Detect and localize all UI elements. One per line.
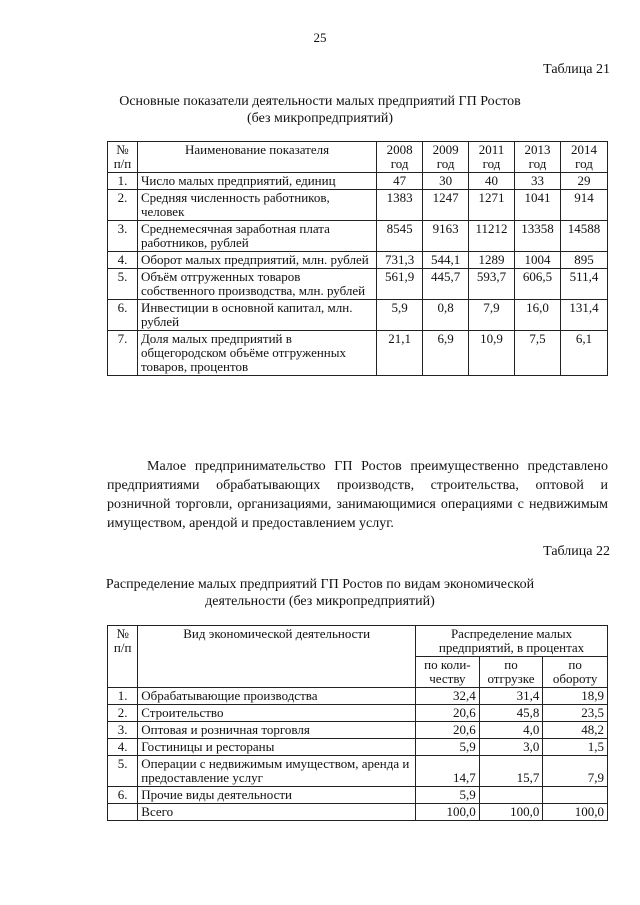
cell-value: 6,1: [560, 331, 607, 376]
cell-value: 7,5: [515, 331, 561, 376]
table-21-header-year: 2008 год: [377, 142, 423, 173]
cell-value: 100,0: [543, 804, 608, 821]
table-21-header-year: 2011 год: [469, 142, 515, 173]
table-21-title: [60, 93, 580, 127]
cell-value: 131,4: [560, 300, 607, 331]
cell-value: 20,6: [416, 722, 480, 739]
table-row: [108, 756, 608, 787]
cell-value: 445,7: [423, 269, 469, 300]
table-22-header-row: [108, 626, 608, 657]
indicator-name: Доля малых предприятий в общегородском объёме отгруженных товаров, процентов: [137, 331, 376, 376]
activity-name: Строительство: [138, 705, 416, 722]
cell-value: 47: [377, 173, 423, 190]
cell-value: 561,9: [377, 269, 423, 300]
cell-value: 14,7: [416, 756, 480, 787]
cell-value: 5,9: [416, 787, 480, 804]
table-row: [108, 269, 608, 300]
table-22-header-name: Вид экономической деятельности: [138, 626, 416, 688]
cell-value: 1289: [469, 252, 515, 269]
cell-value: 6,9: [423, 331, 469, 376]
table-21-title-line1: Основные показатели деятельности малых предприятий ГП Ростов: [119, 94, 521, 109]
table-21-header-year: 2009 год: [423, 142, 469, 173]
body-paragraph: [107, 457, 608, 533]
indicator-name: Оборот малых предприятий, млн. рублей: [137, 252, 376, 269]
cell-value: 8545: [377, 221, 423, 252]
cell-value: 731,3: [377, 252, 423, 269]
row-number: 5.: [108, 269, 138, 300]
table-22: [107, 625, 608, 821]
cell-value: 1383: [377, 190, 423, 221]
table-row: [108, 705, 608, 722]
row-number: 1.: [108, 173, 138, 190]
table-row: [108, 190, 608, 221]
cell-value: 1004: [515, 252, 561, 269]
cell-value: 100,0: [416, 804, 480, 821]
cell-value: 30: [423, 173, 469, 190]
cell-value: 895: [560, 252, 607, 269]
cell-value: 7,9: [543, 756, 608, 787]
cell-value: 9163: [423, 221, 469, 252]
table-21-header-year: 2014 год: [560, 142, 607, 173]
cell-value: 23,5: [543, 705, 608, 722]
cell-value: 32,4: [416, 688, 480, 705]
cell-value: 544,1: [423, 252, 469, 269]
cell-value: 7,9: [469, 300, 515, 331]
cell-value: 3,0: [479, 739, 543, 756]
row-number: 4.: [108, 739, 138, 756]
table-22-title-line1: Распределение малых предприятий ГП Ростов по видам экономической: [105, 577, 535, 592]
cell-value: 914: [560, 190, 607, 221]
cell-value: 606,5: [515, 269, 561, 300]
row-number: 7.: [108, 331, 138, 376]
cell-value: [543, 787, 608, 804]
cell-value: 5,9: [416, 739, 480, 756]
cell-value: 31,4: [479, 688, 543, 705]
cell-value: 5,9: [377, 300, 423, 331]
indicator-name: Средняя численность работников, человек: [137, 190, 376, 221]
table-22-title-line2: деятельности (без микропредприятий): [205, 594, 435, 609]
cell-value: 511,4: [560, 269, 607, 300]
row-number: 5.: [108, 756, 138, 787]
indicator-name: Объём отгруженных товаров собственного производства, млн. рублей: [137, 269, 376, 300]
table-22-header-group: Распределение малых предприятий, в процентах: [416, 626, 608, 657]
table-21-header-year: 2013 год: [515, 142, 561, 173]
table-row: [108, 804, 608, 821]
table-22-subheader: по отгрузке: [479, 657, 543, 688]
table-row: [108, 173, 608, 190]
table-22-subheader: по обороту: [543, 657, 608, 688]
table-row: [108, 688, 608, 705]
row-number: 2.: [108, 190, 138, 221]
cell-value: 1247: [423, 190, 469, 221]
indicator-name: Число малых предприятий, единиц: [137, 173, 376, 190]
row-number: 2.: [108, 705, 138, 722]
paragraph-text: Малое предпринимательство ГП Ростов преимущественно представлено предприятиями обрабатывающих производств, строительства, оптовой и розничной торговли, организациями, занимающимися операциями с недвижимым имуществом, арендой и предоставлением услуг.: [107, 459, 608, 531]
row-number: 6.: [108, 787, 138, 804]
cell-value: 21,1: [377, 331, 423, 376]
table-21-header-num: № п/п: [108, 142, 138, 173]
cell-value: 4,0: [479, 722, 543, 739]
table-row: [108, 739, 608, 756]
cell-value: 33: [515, 173, 561, 190]
table-21-header-row: [108, 142, 608, 173]
cell-value: 10,9: [469, 331, 515, 376]
cell-value: 1041: [515, 190, 561, 221]
row-number: [108, 804, 138, 821]
cell-value: 13358: [515, 221, 561, 252]
activity-name: Оптовая и розничная торговля: [138, 722, 416, 739]
cell-value: 14588: [560, 221, 607, 252]
table-row: [108, 221, 608, 252]
row-number: 4.: [108, 252, 138, 269]
cell-value: 29: [560, 173, 607, 190]
cell-value: 45,8: [479, 705, 543, 722]
activity-name: Обрабатывающие производства: [138, 688, 416, 705]
page-number: 25: [313, 30, 327, 45]
cell-value: 18,9: [543, 688, 608, 705]
row-number: 3.: [108, 722, 138, 739]
activity-name: Операции с недвижимым имуществом, аренда и предоставление услуг: [138, 756, 416, 787]
table-22-caption: Таблица 22: [543, 544, 610, 559]
cell-value: 100,0: [479, 804, 543, 821]
cell-value: 1271: [469, 190, 515, 221]
table-21-caption: Таблица 21: [543, 62, 610, 77]
indicator-name: Среднемесячная заработная плата работников, рублей: [137, 221, 376, 252]
table-21-header-name: Наименование показателя: [137, 142, 376, 173]
table-row: [108, 252, 608, 269]
row-number: 6.: [108, 300, 138, 331]
cell-value: 20,6: [416, 705, 480, 722]
cell-value: 593,7: [469, 269, 515, 300]
row-number: 1.: [108, 688, 138, 705]
table-row: [108, 722, 608, 739]
table-22-title: [60, 576, 580, 610]
cell-value: 0,8: [423, 300, 469, 331]
activity-name: Прочие виды деятельности: [138, 787, 416, 804]
indicator-name: Инвестиции в основной капитал, млн. рублей: [137, 300, 376, 331]
activity-name: Гостиницы и рестораны: [138, 739, 416, 756]
table-22-header-num: № п/п: [108, 626, 138, 688]
table-21: [107, 141, 608, 376]
cell-value: 48,2: [543, 722, 608, 739]
cell-value: [479, 787, 543, 804]
table-row: [108, 787, 608, 804]
table-row: [108, 331, 608, 376]
cell-value: 11212: [469, 221, 515, 252]
cell-value: 16,0: [515, 300, 561, 331]
activity-name: Всего: [138, 804, 416, 821]
cell-value: 40: [469, 173, 515, 190]
cell-value: 15,7: [479, 756, 543, 787]
table-row: [108, 300, 608, 331]
row-number: 3.: [108, 221, 138, 252]
table-21-title-line2: (без микропредприятий): [246, 111, 393, 126]
cell-value: 1,5: [543, 739, 608, 756]
table-22-subheader: по коли-честву: [416, 657, 480, 688]
